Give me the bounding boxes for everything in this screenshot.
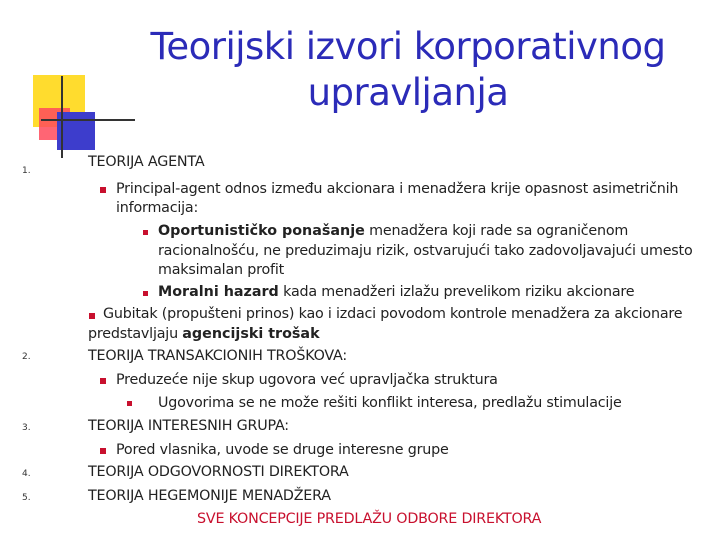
item-text: Preduzeće nije skup ugovora već upravljačka struktura (116, 372, 498, 388)
item-text-rest: menadžera koji rade sa ograničenom (364, 223, 629, 239)
title-line-2: upravljanja (307, 71, 509, 114)
item-text (158, 222, 628, 240)
item-text: Pored vlasnika, uvode se druge interesne grupe (116, 442, 449, 458)
item-teorija-transakcionih-troskova: TEORIJA TRANSAKCIONIH TROŠKOVA: (88, 348, 347, 364)
list-number-3: 3. (22, 423, 31, 433)
decor-horizontal-line (41, 119, 135, 121)
decor-vertical-line (61, 76, 63, 158)
list-number-1: 1. (22, 166, 31, 176)
list-number-2: 2. (22, 352, 31, 362)
closing-statement: SVE KONCEPCIJE PREDLAŽU ODBORE DIREKTORA (197, 511, 542, 527)
item-text: informacija: (116, 200, 199, 216)
item-text (158, 283, 634, 301)
item-text: Ugovorima se ne može rešiti konflikt interesa, predlažu stimulacije (158, 395, 622, 411)
item-teorija-interesnih-grupa: TEORIJA INTERESNIH GRUPA: (88, 418, 289, 434)
item-text-start: predstavljaju (88, 326, 183, 342)
bullet-square-icon (89, 313, 95, 319)
bullet-square-icon (100, 187, 106, 193)
bold-term: Oportunističko ponašanje (158, 223, 365, 239)
list-number-5: 5. (22, 493, 31, 503)
bullet-square-icon (100, 448, 106, 454)
item-teorija-odgovornosti-direktora: TEORIJA ODGOVORNOSTI DIREKTORA (88, 464, 349, 480)
list-number-4: 4. (22, 469, 31, 479)
item-text-rest: kada menadžeri izlažu prevelikom riziku akcionare (278, 284, 635, 300)
bullet-square-icon (127, 401, 132, 406)
item-text: Principal-agent odnos između akcionara i menadžera krije opasnost asimetričnih (116, 181, 679, 197)
bullet-square-icon (143, 291, 148, 296)
item-teorija-agenta: TEORIJA AGENTA (88, 154, 205, 170)
slide-title (108, 24, 708, 116)
bullet-square-icon (100, 378, 106, 384)
bold-term: Moralni hazard (158, 284, 279, 300)
title-line-1: Teorijski izvori korporativnog (150, 25, 666, 68)
item-text: Gubitak (propušteni prinos) kao i izdaci povodom kontrole menadžera za akcionare (103, 306, 683, 322)
item-text: maksimalan profit (158, 262, 285, 278)
item-teorija-hegemonije-menadzera: TEORIJA HEGEMONIJE MENADŽERA (88, 488, 331, 504)
item-text (88, 325, 320, 343)
bullet-square-icon (143, 230, 148, 235)
bold-term: agencijski trošak (182, 326, 320, 342)
item-text: racionalnošću, ne preduzimaju rizik, ostvarujući tako zadovoljavajući umesto (158, 243, 693, 259)
